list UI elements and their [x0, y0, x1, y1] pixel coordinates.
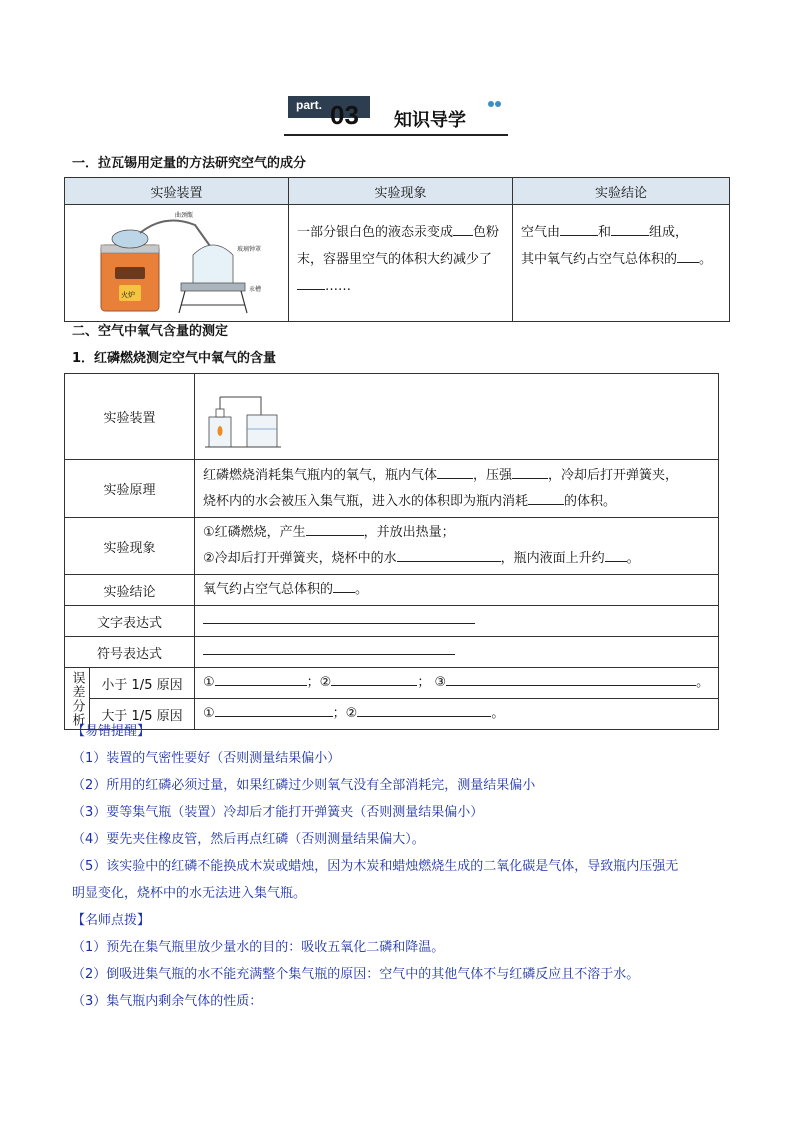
blank-less-2[interactable] [331, 671, 417, 686]
row-label-conclusion: 实验结论 [65, 575, 195, 606]
row-label-principle: 实验原理 [65, 460, 195, 518]
blank-less-1[interactable] [215, 671, 307, 686]
more-marker-1: ① [203, 706, 215, 721]
blank-volume[interactable] [297, 275, 325, 290]
principle-text-5: 的体积。 [564, 493, 617, 509]
blank-word-equation[interactable] [203, 609, 475, 624]
conclusion-text-5: 。 [699, 252, 713, 267]
error-analysis-label: 误差分析 [69, 670, 85, 727]
less-marker-3: ； ③ [417, 675, 447, 690]
conclusion-text-3: 组成， [649, 225, 689, 240]
blank-color[interactable] [453, 221, 473, 236]
principle-cell [195, 460, 719, 518]
conclusion2-text-1: 氧气约占空气总体积的 [203, 582, 334, 597]
blank-gas-change[interactable] [437, 464, 473, 479]
phenomenon-text-3: …… [325, 279, 351, 294]
trough-label: 汞槽 [249, 286, 262, 293]
blank-smoke[interactable] [306, 521, 364, 536]
part-label: part. [296, 98, 323, 112]
lavoisier-apparatus-illustration [65, 205, 285, 317]
row-label-apparatus: 实验装置 [65, 374, 195, 460]
principle-text-3: ，冷却后打开弹簧夹， [548, 467, 679, 483]
blank-rise[interactable] [605, 547, 627, 562]
phenomenon-cell [195, 518, 719, 575]
phosphorus-table [64, 373, 719, 730]
header-rule [284, 134, 508, 136]
blank-less-3[interactable] [446, 671, 696, 686]
col-header-apparatus: 实验装置 [65, 178, 289, 205]
tip-item: （1）装置的气密性要好（否则测量结果偏小） [72, 751, 341, 766]
phenomenon2-text-3: ②冷却后打开弹簧夹，烧杯中的水 [203, 551, 397, 566]
symbol-equation-cell [195, 637, 719, 668]
less-end: 。 [696, 675, 710, 690]
teacher-item: （2）倒吸进集气瓶的水不能充满整个集气瓶的原因：空气中的其他气体不与红磷反应且不溶于水。 [72, 967, 640, 982]
decoration-dots-icon [488, 96, 502, 111]
blank-oxygen-fraction[interactable] [333, 578, 355, 593]
blank-more-2[interactable] [357, 702, 491, 717]
blank-gas-1[interactable] [560, 221, 598, 236]
phenomenon2-text-1: ①红磷燃烧，产生 [203, 525, 306, 540]
principle-text-4: 烧杯内的水会被压入集气瓶，进入水的体积即为瓶内消耗 [203, 493, 529, 509]
lavoisier-phenomenon-cell [289, 205, 513, 322]
blank-consumed[interactable] [528, 490, 564, 505]
phenomenon-text-1: 一部分银白色的液态汞变成 [297, 225, 454, 240]
principle-text-2: ，压强 [473, 467, 513, 483]
tip-item: （3）要等集气瓶（装置）冷却后才能打开弹簧夹（否则测量结果偏小） [72, 805, 484, 820]
more-marker-2: ；② [332, 706, 358, 721]
row-label-word-equation: 文字表达式 [65, 606, 195, 637]
phenomenon2-text-5: 。 [626, 551, 640, 566]
blank-more-1[interactable] [215, 702, 333, 717]
tip-item: （2）所用的红磷必须过量，如果红磷过少则氧气没有全部消耗完，测量结果偏小 [72, 778, 536, 793]
phenomenon2-text-4: ，瓶内液面上升约 [500, 551, 605, 566]
conclusion-text-2: 和 [598, 225, 612, 240]
row-label-symbol-equation: 符号表达式 [65, 637, 195, 668]
col-header-phenomenon: 实验现象 [289, 178, 513, 205]
phenomenon-text-2: 色粉末，容器里空气的体积大约减少了 [297, 225, 500, 267]
part-header [284, 94, 510, 138]
less-marker-2: ；② [306, 675, 332, 690]
less-marker-1: ① [203, 675, 215, 690]
teacher-item: （1）预先在集气瓶里放少量水的目的：吸收五氧化二磷和降温。 [72, 940, 445, 955]
page-title: 知识导学 [394, 110, 466, 131]
word-equation-cell [195, 606, 719, 637]
lavoisier-apparatus-cell [65, 205, 289, 322]
conclusion2-text-2: 。 [355, 582, 369, 597]
teacher-item: （3）集气瓶内剩余气体的性质： [72, 994, 263, 1009]
tip-item: （4）要先夹住橡皮管，然后再点红磷（否则测量结果偏大）。 [72, 832, 425, 847]
furnace-label: 火炉 [121, 291, 135, 299]
blank-gas-2[interactable] [611, 221, 649, 236]
part-number: 03 [330, 100, 359, 130]
blank-water[interactable] [397, 547, 501, 562]
blank-symbol-equation[interactable] [203, 640, 455, 655]
blank-pressure-change[interactable] [512, 464, 548, 479]
bell-jar-label: 玻璃钟罩 [237, 246, 262, 253]
lavoisier-table [64, 177, 730, 322]
less-reasons-cell [195, 668, 719, 699]
tip-item: （5）该实验中的红磷不能换成木炭或蜡烛，因为木炭和蜡烛燃烧生成的二氧化碳是气体，导致瓶内压强无 [72, 859, 679, 874]
teacher-title: 【名师点拨】 [72, 913, 151, 928]
blank-fraction[interactable] [677, 248, 699, 263]
conclusion-text-4: 其中氧气约占空气总体积的 [521, 252, 678, 267]
principle-text-1: 红磷燃烧消耗集气瓶内的氧气，瓶内气体 [203, 467, 438, 483]
tips-block [72, 718, 732, 1015]
section1-title: 一．拉瓦锡用定量的方法研究空气的成分 [72, 156, 307, 171]
row-label-more: 大于 1/5 原因 [90, 699, 195, 730]
tips-title: 【易错提醒】 [72, 724, 151, 739]
retort-label: 曲颈甑 [175, 212, 194, 219]
row-label-phenomenon: 实验现象 [65, 518, 195, 575]
phenomenon2-text-2: ，并放出热量； [363, 525, 455, 540]
phosphorus-apparatus-cell [195, 374, 719, 460]
conclusion-text-1: 空气由 [521, 225, 561, 240]
tip-item: 明显变化，烧杯中的水无法进入集气瓶。 [72, 886, 307, 901]
conclusion-cell [195, 575, 719, 606]
row-label-less: 小于 1/5 原因 [90, 668, 195, 699]
section2-title: 二、空气中氧气含量的测定 [72, 324, 229, 339]
lavoisier-conclusion-cell [513, 205, 730, 322]
phosphorus-apparatus-illustration [203, 375, 283, 455]
col-header-conclusion: 实验结论 [513, 178, 730, 205]
section2-subtitle: 1．红磷燃烧测定空气中氧气的含量 [72, 351, 277, 366]
more-end: 。 [491, 706, 505, 721]
